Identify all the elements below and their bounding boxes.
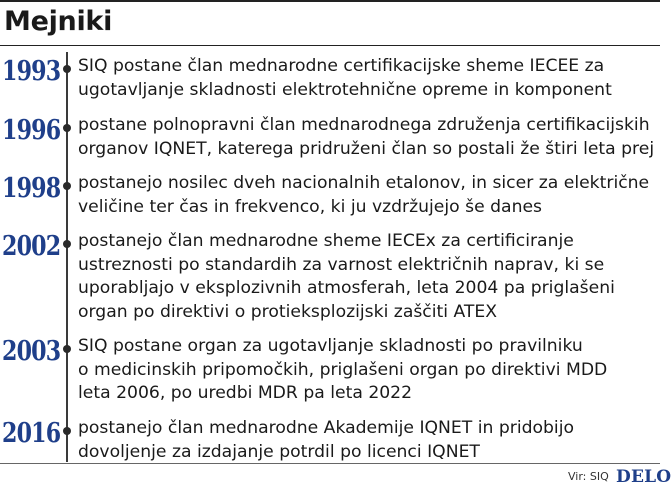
- milestone-text-line: postanejo član mednarodne sheme IECEx za certificiranje: [78, 231, 574, 251]
- milestone-year: 1998: [2, 173, 61, 204]
- milestone-text-line: organ po direktivi o protieksplozijski zaščiti ATEX: [78, 301, 498, 322]
- milestone-text: [78, 335, 660, 406]
- timeline-bullet: [63, 65, 71, 73]
- milestone-text-line: SIQ postane član mednarodne certifikacijske sheme IECEE za: [78, 56, 605, 76]
- milestone-text-line: ugotavljanje skladnosti elektrotehnične opreme in komponent: [78, 79, 612, 100]
- timeline-bullet: [63, 345, 71, 353]
- milestone-year: 1993: [2, 56, 61, 87]
- milestone-text-line: o medicinskih pripomočkih, priglašeni organ po direktivi MDD: [78, 359, 608, 380]
- top-rule: [0, 0, 660, 2]
- milestone-text-line: dovoljenje za izdajanje potrdil po licenci IQNET: [78, 441, 480, 462]
- timeline-line: [66, 52, 68, 462]
- milestone-text: [78, 55, 660, 102]
- milestone-text: [78, 417, 660, 464]
- milestone-text-line: organov IQNET, katerega pridruženi član so postali že štiri leta prej: [78, 138, 655, 159]
- timeline-bullet: [63, 124, 71, 132]
- milestone-text-line: ustreznosti po standardih za varnost električnih naprav, ki se: [78, 254, 605, 275]
- footer-divider: [0, 463, 660, 464]
- timeline-bullet: [63, 240, 71, 248]
- milestone-text-line: postanejo član mednarodne Akademije IQNET in pridobijo: [78, 418, 575, 438]
- milestone-text-line: leta 2006, po uredbi MDR pa leta 2022: [78, 383, 413, 403]
- milestone-text-line: uporabljajo v eksplozivnih atmosferah, leta 2004 pa priglašeni: [78, 278, 615, 298]
- milestone-text-line: SIQ postane organ za ugotavljanje skladnosti po pravilniku: [78, 336, 583, 356]
- milestone-year: 2016: [2, 418, 61, 449]
- timeline-bullet: [63, 427, 71, 435]
- milestone-text-line: postane polnopravni član mednarodnega združenja certifikacijskih: [78, 115, 650, 135]
- timeline-bullet: [63, 182, 71, 190]
- title-divider: [0, 45, 660, 46]
- milestone-text: [78, 172, 660, 219]
- milestone-text-line: postanejo nosilec dveh nacionalnih etalonov, in sicer za električne: [78, 173, 650, 193]
- source-credit: Vir: SIQ: [568, 470, 609, 483]
- milestone-text-line: veličine ter čas in frekvenco, ki ju vzdržujejo še danes: [78, 196, 542, 217]
- brand-logo: DELO: [616, 467, 671, 487]
- page-title: Mejniki: [4, 6, 113, 37]
- milestone-year: 2003: [2, 336, 61, 367]
- milestone-text: [78, 230, 660, 324]
- milestone-text: [78, 114, 660, 161]
- milestone-year: 1996: [2, 115, 61, 146]
- milestone-year: 2002: [2, 231, 61, 262]
